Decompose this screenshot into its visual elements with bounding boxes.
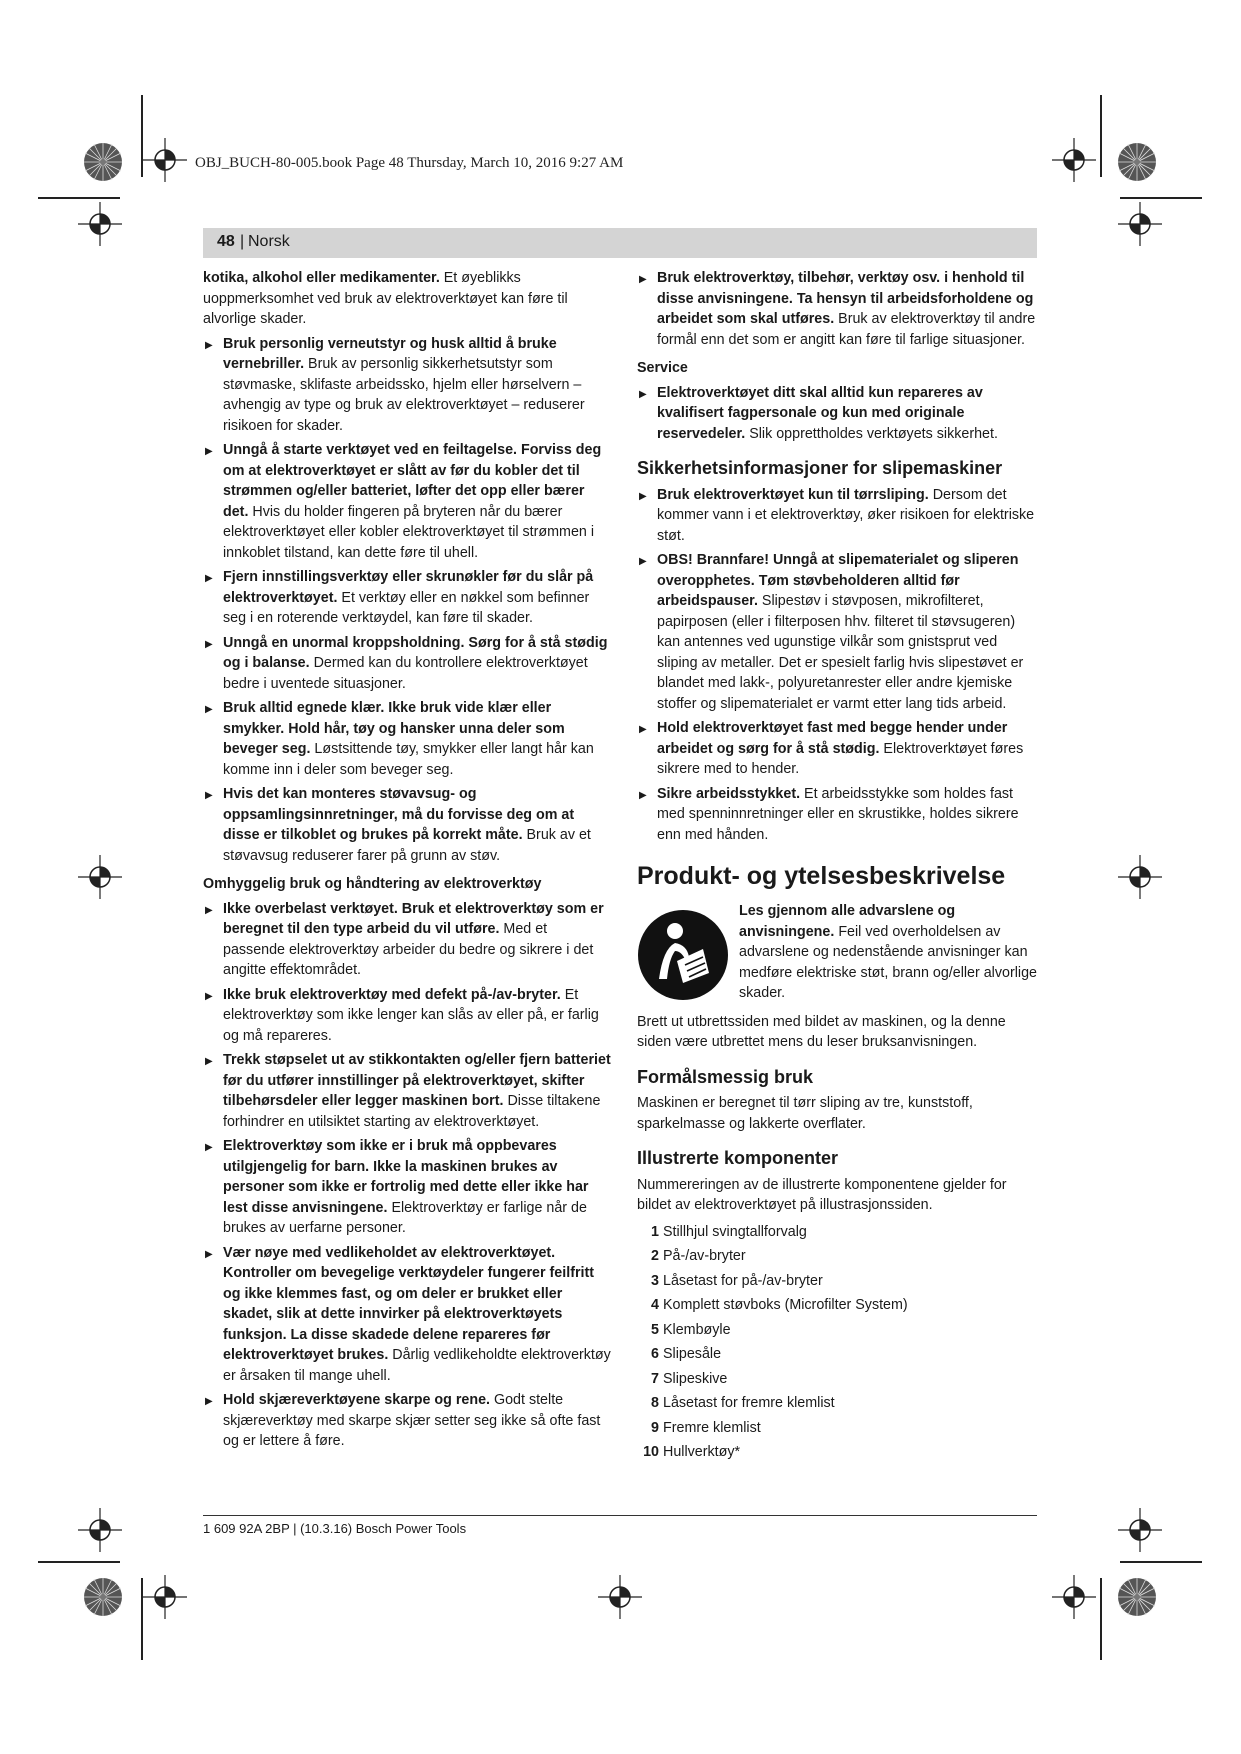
file-header: OBJ_BUCH-80-005.book Page 48 Thursday, March 10, 2016 9:27 AM <box>195 155 624 171</box>
list-item: 2 På-/av-bryter <box>651 1248 746 1264</box>
registration-mark-icon <box>1118 855 1162 899</box>
bullet-item: ▶ Sikre arbeidsstykket. Et arbeidsstykke som holdes fast med spenninnretninger eller en skrustikke, holdes sikrere enn med hånden. <box>637 784 1037 846</box>
section-heading: Sikkerhetsinformasjoner for slipemaskiner <box>637 458 1003 478</box>
bullet-item: ▶ Ikke bruk elektroverktøy med defekt på-/av-bryter. Et elektroverktøy som ikke lenger kan slås av eller på, er farlig og må repareres. <box>203 985 613 1047</box>
bullet-item: ▶ Bruk personlig verneutstyr og husk alltid å bruke vernebriller. Bruk av personlig sikkerhetsutstyr som støvmaske, sklifaste arbeidssko, hjelm eller hørselvern – avhengig av type og bruk av elektroverktøyet – reduserer risikoen for skader. <box>203 334 613 437</box>
read-manual-icon <box>637 909 729 1001</box>
list-item: 9 Fremre klemlist <box>651 1419 761 1436</box>
bullet-item: ▶ Hold elektroverktøyet fast med begge hender under arbeidet og sørg for å stå stødig. Elektroverktøyet føres sikrere med to hender. <box>637 718 1037 780</box>
list-item: 1 Stillhjul svingtallforvalg <box>651 1223 807 1240</box>
footer-divider <box>203 1515 1037 1516</box>
paragraph: kotika, alkohol eller medikamenter. Et øyeblikks uoppmerksomhet ved bruk av elektroverktøyet kan føre til alvorlige skader. <box>203 270 568 327</box>
registration-mark-icon <box>78 1508 122 1552</box>
bullet-item: ▶ Bruk elektroverktøy, tilbehør, verktøy osv. i henhold til disse anvisningene. Ta hensyn til arbeidsforholdene og arbeidet som skal utføres. Bruk av elektroverktøy til andre formål enn det som er angitt kan føre til farlige situasjoner. <box>637 268 1037 350</box>
registration-mark-icon <box>78 202 122 246</box>
registration-mark-icon <box>598 1575 642 1619</box>
section-title: Produkt- og ytelsesbeskrivelse <box>637 862 1006 890</box>
list-item: 10 Hullverktøy* <box>643 1444 741 1460</box>
list-item: 3 Låsetast for på-/av-bryter <box>651 1272 823 1289</box>
color-rosette-icon <box>83 142 123 182</box>
bullet-item: ▶ OBS! Brannfare! Unngå at slipematerialet og sliperen overopphetes. Tøm støvbeholderen alltid før arbeidspauser. Slipestøv i støvposen, mikrofilteret, papirposen (eller i filterposen hhv. filteret til støvsugeren) kan antennes ved ugunstige vilkår som gnistsprut ved sliping av metaller. Det er spesielt farlig hvis slipestøvet er blandet med lakk-, polyuretanrester eller andre kjemiske stoffer og slipematerialet er varmt etter lang tids arbeid. <box>637 550 1037 714</box>
list-item: 5 Klembøyle <box>651 1321 731 1338</box>
list-item: 8 Låsetast for fremre klemlist <box>651 1395 835 1411</box>
bullet-item: ▶ Elektroverktøy som ikke er i bruk må oppbevares utilgjengelig for barn. Ikke la maskinen brukes av personer som ikke er fortrolig med dette eller ikke har lest disse anvisningene. Elektroverktøy er farlige når de brukes av uerfarne personer. <box>203 1136 613 1239</box>
registration-mark-icon <box>78 855 122 899</box>
components-heading: Illustrerte komponenter <box>637 1148 839 1168</box>
left-column <box>203 268 613 1456</box>
warning-text: Les gjennom alle advarslene og anvisningene. Feil ved overholdelsen av advarslene og nedenstående anvisninger kan medføre elektriske støt, brann og/eller alvorlige skader. <box>739 903 1037 1001</box>
list-item: 6 Slipesåle <box>651 1346 722 1362</box>
bullet-item: ▶ Trekk støpselet ut av stikkontakten og/eller fjern batteriet før du utfører innstillinger på elektroverktøyet, skifter tilbehørsdeler eller legger maskinen bort. Disse tiltakene forhindrer en utilsiktet starting av elektroverktøyet. <box>203 1050 613 1132</box>
subheading: Service <box>637 360 688 376</box>
bullet-item: ▶ Bruk elektroverktøyet kun til tørrsliping. Dersom det kommer vann i et elektroverktøy, øker risikoen for elektriske støt. <box>637 485 1037 547</box>
components-intro: Nummereringen av de illustrerte komponentene gjelder for bildet av elektroverktøyet på illustrasjonssiden. <box>637 1176 1007 1213</box>
bullet-item: ▶ Unngå en unormal kroppsholdning. Sørg for å stå stødig og i balanse. Dermed kan du kontrollere elektroverktøyet bedre i uventede situasjoner. <box>203 633 613 695</box>
page-language: Norsk <box>248 233 290 250</box>
read-instructions-warning <box>637 901 1037 1004</box>
subheading: Omhyggelig bruk og håndtering av elektroverktøy <box>203 876 542 892</box>
bullet-item: ▶ Ikke overbelast verktøyet. Bruk et elektroverktøy som er beregnet til den type arbeid du vil utføre. Med et passende elektroverktøy arbeider du bedre og sikrere i det angitte effektområdet. <box>203 899 613 981</box>
page-separator: | <box>240 233 245 250</box>
bullet-item: ▶ Unngå å starte verktøyet ved en feiltagelse. Forviss deg om at elektroverktøyet er slått av før du kobler det til strømmen og/eller batteriet, løfter det opp eller bærer det. Hvis du holder fingeren på bryteren når du bærer elektroverktøyet eller kobler elektroverktøyet til strømmen i innkoblet tilstand, kan dette føre til uhell. <box>203 440 613 563</box>
registration-mark-icon <box>1052 138 1096 182</box>
list-item: 4 Komplett støvboks (Microfilter System) <box>651 1297 908 1313</box>
list-item: 7 Slipeskive <box>651 1370 728 1387</box>
registration-mark-icon <box>1118 1508 1162 1552</box>
bullet-item: ▶ Vær nøye med vedlikeholdet av elektroverktøyet. Kontroller om bevegelige verktøydeler fungerer feilfritt og ikke klemmes fast, og om deler er brukket eller skadet, slik at dette innvirker på elektroverktøyets funksjon. La disse skadede delene repareres før elektroverktøyet brukes. Dårlig vedlikeholdte elektroverktøy er årsaken til mange uhell. <box>203 1243 613 1387</box>
registration-mark-icon <box>143 1575 187 1619</box>
intended-use-heading: Formålsmessig bruk <box>637 1066 814 1087</box>
bullet-item: ▶ Bruk alltid egnede klær. Ikke bruk vide klær eller smykker. Hold hår, tøy og hansker unna deler som beveger seg. Løstsittende tøy, smykker eller langt hår kan komme inn i deler som beveger seg. <box>203 698 613 780</box>
color-rosette-icon <box>1117 1577 1157 1617</box>
component-list <box>637 1222 1037 1463</box>
bullet-item: ▶ Elektroverktøyet ditt skal alltid kun repareres av kvalifisert fagpersonale og kun med originale reservedeler. Slik opprettholdes verktøyets sikkerhet. <box>637 383 1037 445</box>
bullet-item: ▶ Hold skjæreverktøyene skarpe og rene. Godt stelte skjæreverktøy med skarpe skjær setter seg ikke så ofte fast og er lettere å føre. <box>203 1390 613 1452</box>
page-header-bar <box>203 228 1037 258</box>
registration-mark-icon <box>1052 1575 1096 1619</box>
bullet-item: ▶ Hvis det kan monteres støvavsug- og oppsamlingsinnretninger, må du forvisse deg om at disse er tilkoblet og brukes på korrekt måte. Bruk av et støvavsug reduserer farer på grunn av støv. <box>203 784 613 866</box>
bullet-item: ▶ Fjern innstillingsverktøy eller skrunøkler før du slår på elektroverktøyet. Et verktøy eller en nøkkel som befinner seg i en roterende verktøydel, kan føre til skader. <box>203 567 613 629</box>
page-footer: 1 609 92A 2BP | (10.3.16) Bosch Power Tools <box>203 1521 467 1536</box>
color-rosette-icon <box>1117 142 1157 182</box>
registration-mark-icon <box>1118 202 1162 246</box>
intended-use-text: Maskinen er beregnet til tørr sliping av tre, kunststoff, sparkelmasse og lakkerte overflater. <box>637 1095 973 1132</box>
registration-mark-icon <box>143 138 187 182</box>
color-rosette-icon <box>83 1577 123 1617</box>
page-number: 48 <box>217 233 235 250</box>
foldout-note: Brett ut utbrettssiden med bildet av maskinen, og la denne siden være utbrettet mens du leser bruksanvisningen. <box>637 1013 1006 1050</box>
right-column <box>637 268 1037 1467</box>
